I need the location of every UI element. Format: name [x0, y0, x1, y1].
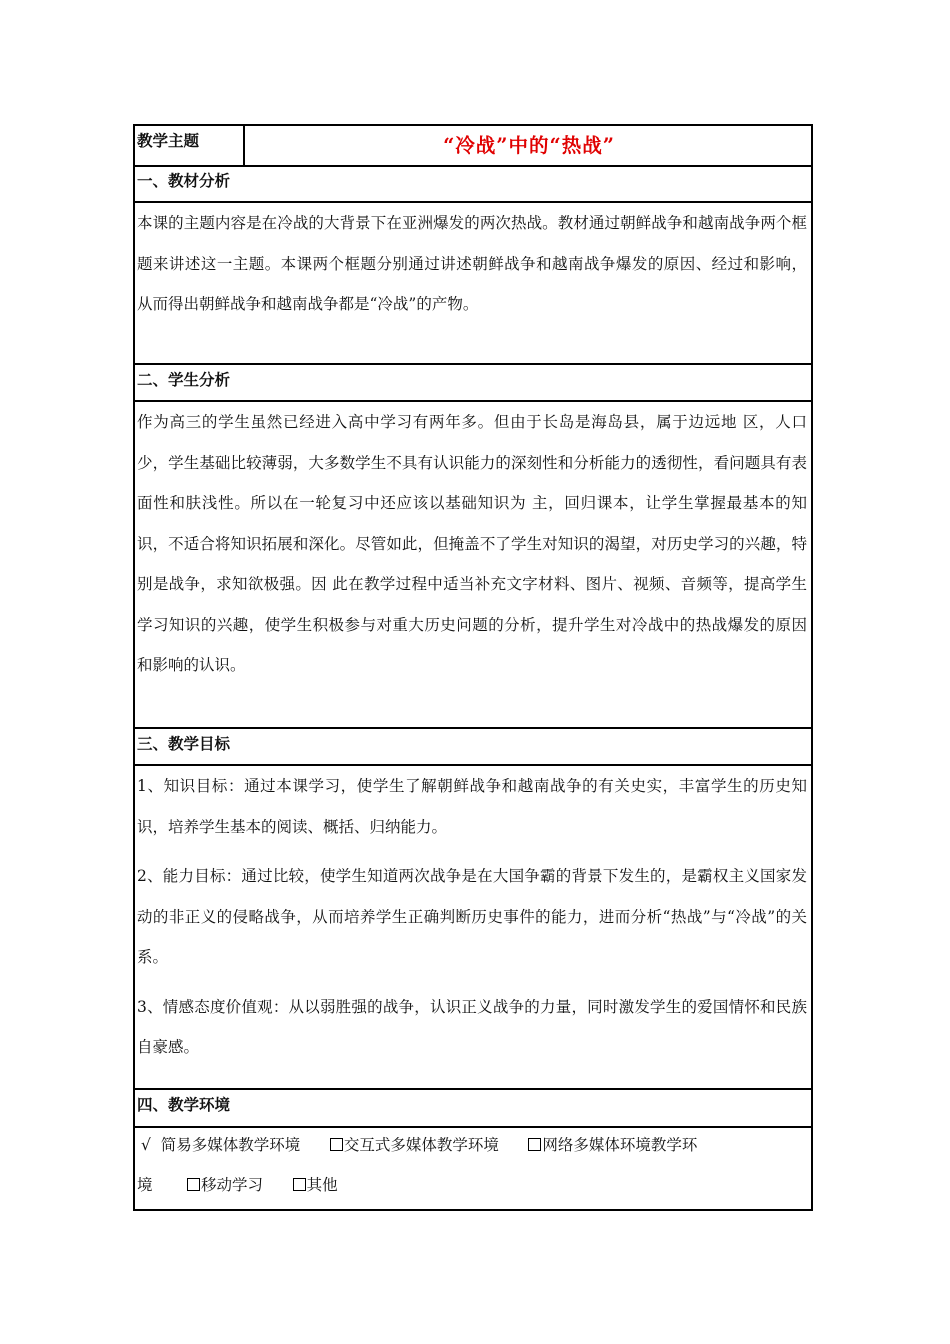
environment-line-1 [135, 1124, 811, 1166]
option-continuation: 境 [137, 1176, 153, 1194]
checkbox-icon[interactable] [330, 1138, 343, 1151]
option-mobile-learning[interactable]: 移动学习 [201, 1176, 264, 1194]
lesson-title: “冷战”中的“热战” [443, 134, 615, 157]
paragraph: 1、知识目标：通过本课学习，使学生了解朝鲜战争和越南战争的有关史实，丰富学生的历史知识，培养学生基本的阅读、概括、归纳能力。 [137, 777, 807, 836]
checkbox-icon[interactable] [528, 1138, 541, 1151]
section-heading: 三、教学目标 [137, 734, 231, 753]
check-mark-icon: √ [141, 1136, 151, 1154]
paragraph: 作为高三的学生虽然已经进入高中学习有两年多。但由于长岛是海岛县，属于边远地 区，人口少，学生基础比较薄弱，大多数学生不具有认识能力的深刻性和分析能力的透彻性，看问题具有表面性和肤浅性。所以在一轮复习中还应该以基础知识为 主，回归课本，让学生掌握最基本的知识，不适合将知识拓展和深化。尽管如此，但掩盖不了学生对知识的渴望，对历史学习的兴趣，特别是战争，求知欲极强。因 此在教学过程中适当补充文字材料、图片、视频、音频等，提高学生学习知识的兴趣，使学生积极参与对重大历史问题的分析，提升学生对冷战中的热战爆发的原因 和影响的认识。 [137, 413, 807, 674]
paragraph: 3、情感态度价值观：从以弱胜强的战争，认识正义战争的力量，同时激发学生的爱国情怀和民族自豪感。 [137, 997, 807, 1056]
section-heading: 四、教学环境 [137, 1095, 231, 1114]
paragraph: 本课的主题内容是在冷战的大背景下在亚洲爆发的两次热战。教材通过朝鲜战争和越南战争两个框题来讲述这一主题。本课两个框题分别通过讲述朝鲜战争和越南战争爆发的原因、经过和影响， 从而得出朝鲜战争和越南战争都是“冷战”的产物。 [137, 214, 807, 313]
section-heading-row [135, 1090, 811, 1126]
section-heading-row [135, 729, 811, 763]
section-heading: 一、教材分析 [137, 171, 231, 190]
section-body [135, 766, 811, 1088]
lesson-plan-table [133, 124, 813, 1211]
option-network-multimedia[interactable]: 网络多媒体环境教学环 [542, 1136, 698, 1154]
environment-options [135, 1128, 811, 1210]
checkbox-icon[interactable] [293, 1178, 306, 1191]
section-heading-row [135, 167, 811, 201]
topic-label-cell [135, 126, 245, 166]
option-simple-multimedia[interactable]: 简易多媒体教学环境 [160, 1136, 301, 1154]
topic-label: 教学主题 [137, 131, 200, 150]
section-heading: 二、学生分析 [137, 370, 231, 389]
paragraph: 2、能力目标：通过比较，使学生知道两次战争是在大国争霸的背景下发生的，是霸权主义国家发动的非正义的侵略战争，从而培养学生正确判断历史事件的能力，进而分析“热战”与“冷战”的关系。 [137, 867, 807, 966]
topic-row [135, 126, 811, 166]
section-body [135, 402, 811, 728]
option-other[interactable]: 其他 [306, 1176, 338, 1194]
environment-line-2 [135, 1164, 811, 1206]
option-interactive-multimedia[interactable]: 交互式多媒体教学环境 [343, 1136, 499, 1154]
section-heading-row [135, 365, 811, 399]
section-body [135, 203, 811, 363]
checkbox-icon[interactable] [187, 1178, 200, 1191]
